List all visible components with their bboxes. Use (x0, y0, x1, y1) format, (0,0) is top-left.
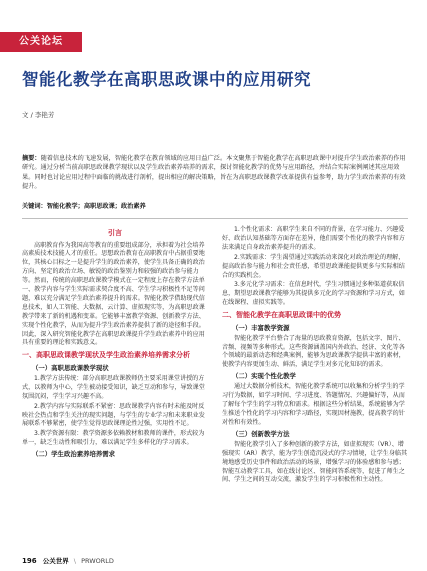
page-number: 196 (22, 557, 37, 565)
abstract (22, 154, 406, 191)
keywords-label: 关键词： (22, 203, 47, 210)
page-footer (22, 556, 406, 565)
paragraph: 高职教育作为我国高等教育的重要组成部分，承担着为社会培养高素质技术技能人才的重任。思想政治教育在高职教育中占据重要地位，其核心目标之一是提升学生的政治素养，使学生具备正确的政治方向、坚定的政治立场、敏锐的政治鉴别力和较强的政治参与能力等。然而，传统的高职思政课教学模式在一定程度上存在教学方法单一、教学内容与学生实际需求契合度不高、学生学习积极性不足等问题，难以充分满足学生政治素养提升的需求。智能化教学借助现代信息技术，如人工智能、大数据、云计算、虚拟现实等，为高职思政课教学带来了新的机遇和变革。它能够丰富教学资源、创新教学方法、实现个性化教学，从而为提升学生政治素养提供了新的途径和手段。因此，深入研究智能化教学在高职思政课提升学生政治素养中的应用具有重要的理论和实践意义。 (22, 241, 205, 347)
left-column (22, 226, 208, 461)
section-heading: 一、高职思政课教学现状及学生政治素养培养需求分析 (22, 351, 190, 360)
paragraph: 智能化教学平台整合了海量的思政教育资源，包括文字、图片、音频、视频等多种形式。这些资源涵盖国内外政治、经济、文化等各个领域的最新动态和经典案例，能够为思政课教学提供丰富的素材，使教学内容更加生动、鲜活，满足学生对多元化知识的需求。 (222, 334, 405, 369)
section-heading: 二、智能化教学在高职思政课中的优势 (222, 311, 341, 320)
paragraph: 智能化教学引入了多种创新的教学方法，如虚拟现实（VR）、增强现实（AR）教学，能为学生创造沉浸式的学习情境，让学生身临其境地感受历史事件和政治活动的场景，增强学习的体验感和参与感；智能互动教学工具，如在线讨论区、智能问答系统等，促进了师生之间、学生之间的互动交流，激发学生的学习积极性和主动性。 (222, 440, 408, 484)
keywords-text: 智能化教学；高职思政课；政治素养 (46, 203, 146, 210)
magazine-english: PRWORLD (81, 557, 114, 565)
abstract-label: 摘要： (22, 155, 41, 162)
subsection-heading: （一）丰富教学资源 (232, 323, 290, 332)
paragraph: 3.多元化学习需求：在信息时代，学生习惯通过多种渠道获取信息，期望思政课教学能够为其提供多元化的学习资源和学习方式，如在线课程、虚拟实践等。 (222, 281, 405, 307)
paragraph: 通过大数据分析技术，智能化教学系统可以收集和分析学生的学习行为数据，如学习时间、学习进度、答题情况、兴趣偏好等，从而了解每个学生的学习特点和需求。根据这些分析结果，系统能够为学生推送个性化的学习内容和学习路径，实现因材施教，提高教学的针对性和有效性。 (222, 383, 405, 426)
paragraph: 2.教学内容与实际联系不紧密：思政课教学内容有时未能及时反映社会热点和学生关注的现实问题，与学生的专业学习和未来职业发展联系不够紧密，使学生觉得思政课理论性过强，实用性不足。 (22, 402, 205, 428)
subsection-heading: （三）创新教学方法 (232, 429, 290, 438)
divider (22, 218, 408, 219)
author-line: 文 / 李艳芳 (22, 111, 55, 119)
section-heading: 引言 (108, 229, 122, 237)
article-title: 智能化教学在高职思政课中的应用研究 (22, 70, 311, 89)
subsection-heading: （二）实现个性化教学 (232, 372, 296, 381)
footer-separator: \ (73, 557, 76, 565)
right-column (222, 226, 408, 486)
paragraph: 1.个性化需求：高职学生来自不同的背景，在学习能力、兴趣爱好、政治认知基础等方面存在差异，他们需要个性化的教学内容和方法来满足自身政治素养提升的需求。 (222, 226, 405, 251)
magazine-name: 公关世界 (42, 557, 69, 565)
paragraph: 2.实践需求：学生渴望通过实践活动来深化对政治理论的理解，提高政治参与能力和社会责任感，希望思政课能提供更多与实际相结合的实践机会。 (222, 253, 405, 279)
subsection-heading: （一）高职思政课教学现状 (32, 363, 109, 372)
keywords (22, 201, 406, 210)
paragraph: 1.教学方法传统：部分高职思政课教师仍主要采用课堂讲授的方式，以教师为中心，学生被动接受知识，缺乏互动和参与，导致课堂氛围沉闷，学生学习兴趣不高。 (22, 374, 205, 400)
section-tag: 公关论坛 (0, 32, 82, 52)
paragraph: 3.教学资源有限：教学资源多依赖教材和教师的课件，形式较为单一，缺乏生动性和吸引力，难以满足学生多样化的学习需求。 (22, 430, 205, 447)
subsection-heading: （二）学生政治素养培养需求 (32, 450, 116, 459)
abstract-text: 随着信息技术的飞速发展，智能化教学在教育领域的应用日益广泛。本文聚焦于智能化教学在高职思政课中对提升学生政治素养的作用研究。通过分析当前高职思政课教学现状以及学生政治素养培养的需求，探讨智能化教学的优势与应用路径，并结合实际案例阐述其应用效果。同时也讨论应用过程中面临的挑战进行剖析，提出相应的解决策略，旨在为高职思政课教学改革提供有益参考，助力学生政治素养的有效提升。 (22, 155, 406, 190)
